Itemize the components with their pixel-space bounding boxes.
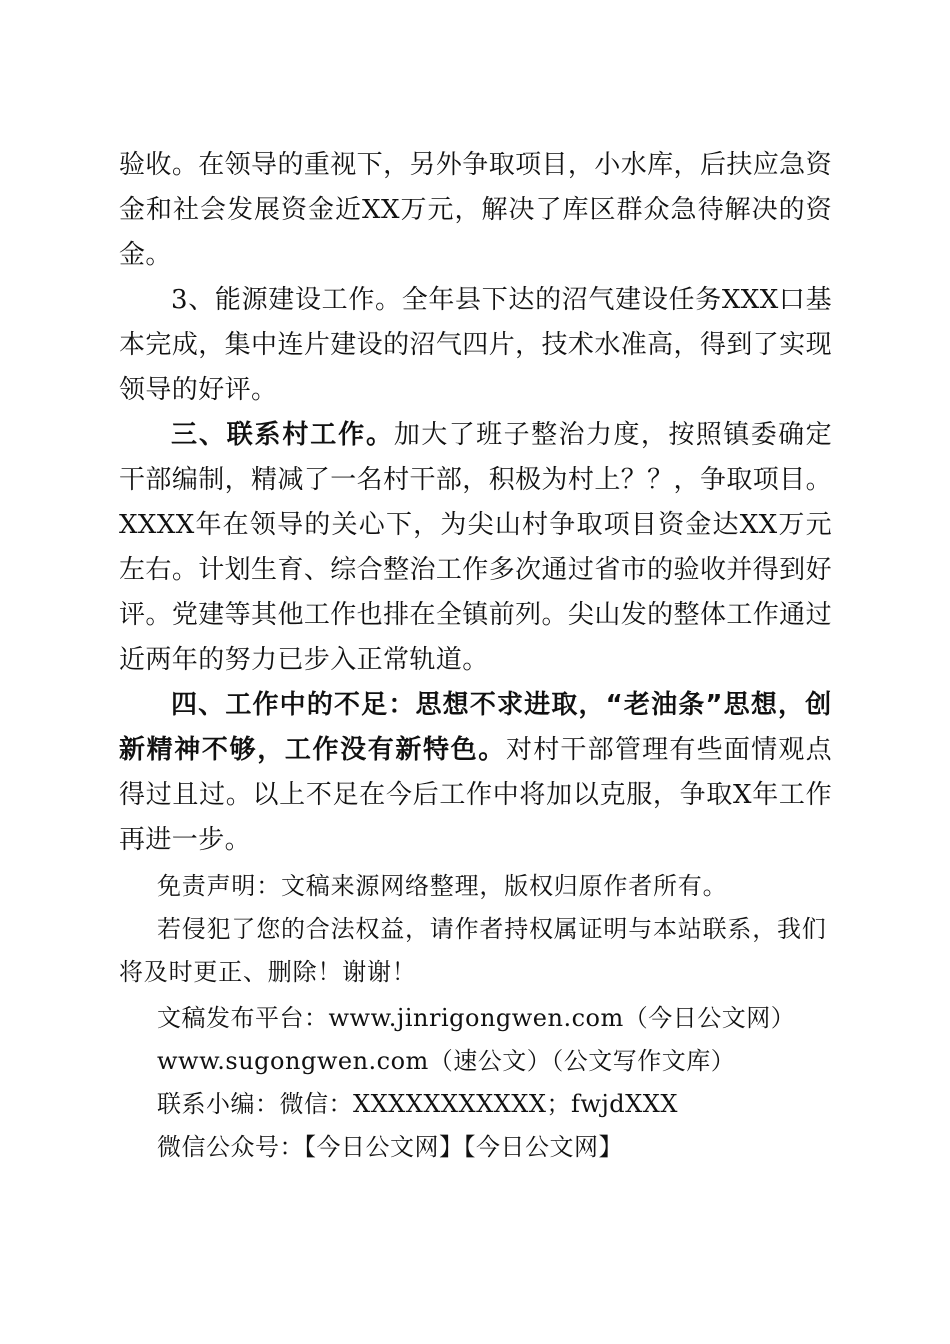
- paragraph-shortcomings: [119, 683, 832, 863]
- document-page: [119, 143, 832, 1169]
- section-heading-shortcomings: 四、工作中的不足：思想不求进取，“老油条”思想，创新精神不够，工作没有新特色。: [119, 690, 832, 765]
- footer-infringement: 若侵犯了您的合法权益，请作者持权属证明与本站联系，我们将及时更正、删除！谢谢！: [119, 915, 827, 986]
- section-body-shortcomings: 对村干部管理有些面情观点得过且过。以上不足在今后工作中将加以克服，争取X年工作再进一步。: [119, 735, 832, 855]
- footer-disclaimer: 免责声明：文稿来源网络整理，版权归原作者所有。: [157, 872, 728, 900]
- paragraph-acceptance: 验收。在领导的重视下，另外争取项目，小水库，后扶应急资金和社会发展资金近XX万元，解决了库区群众急待解决的资金。: [119, 150, 832, 270]
- section-body-village-liaison: 加大了班子整治力度，按照镇委确定干部编制，精减了一名村干部，积极为村上？？，争取项目。XXXX年在领导的关心下，为尖山村争取项目资金达XX万元左右。计划生育、综合整治工作多次通过省市的验收并得到好评。党建等其他工作也排在全镇前列。尖山发的整体工作通过近两年的努力已步入正常轨道。: [119, 420, 833, 675]
- paragraph-village-liaison: [119, 413, 832, 683]
- paragraph-energy-construction: 3、能源建设工作。全年县下达的沼气建设任务XXX口基本完成，集中连片建设的沼气四片，技术水准高，得到了实现领导的好评。: [119, 285, 832, 405]
- section-heading-village-liaison: 三、联系村工作。: [171, 420, 394, 450]
- footer-platform: 文稿发布平台：www.jinrigongwen.com（今日公文网）: [157, 1004, 796, 1032]
- footer-contact: 联系小编：微信：XXXXXXXXXXX；fwjdXXX: [157, 1090, 678, 1118]
- footer-wechat: 微信公众号：【今日公文网】【今日公文网】: [157, 1133, 623, 1161]
- footer-site: www.sugongwen.com（速公文）（公文写作文库）: [157, 1047, 736, 1075]
